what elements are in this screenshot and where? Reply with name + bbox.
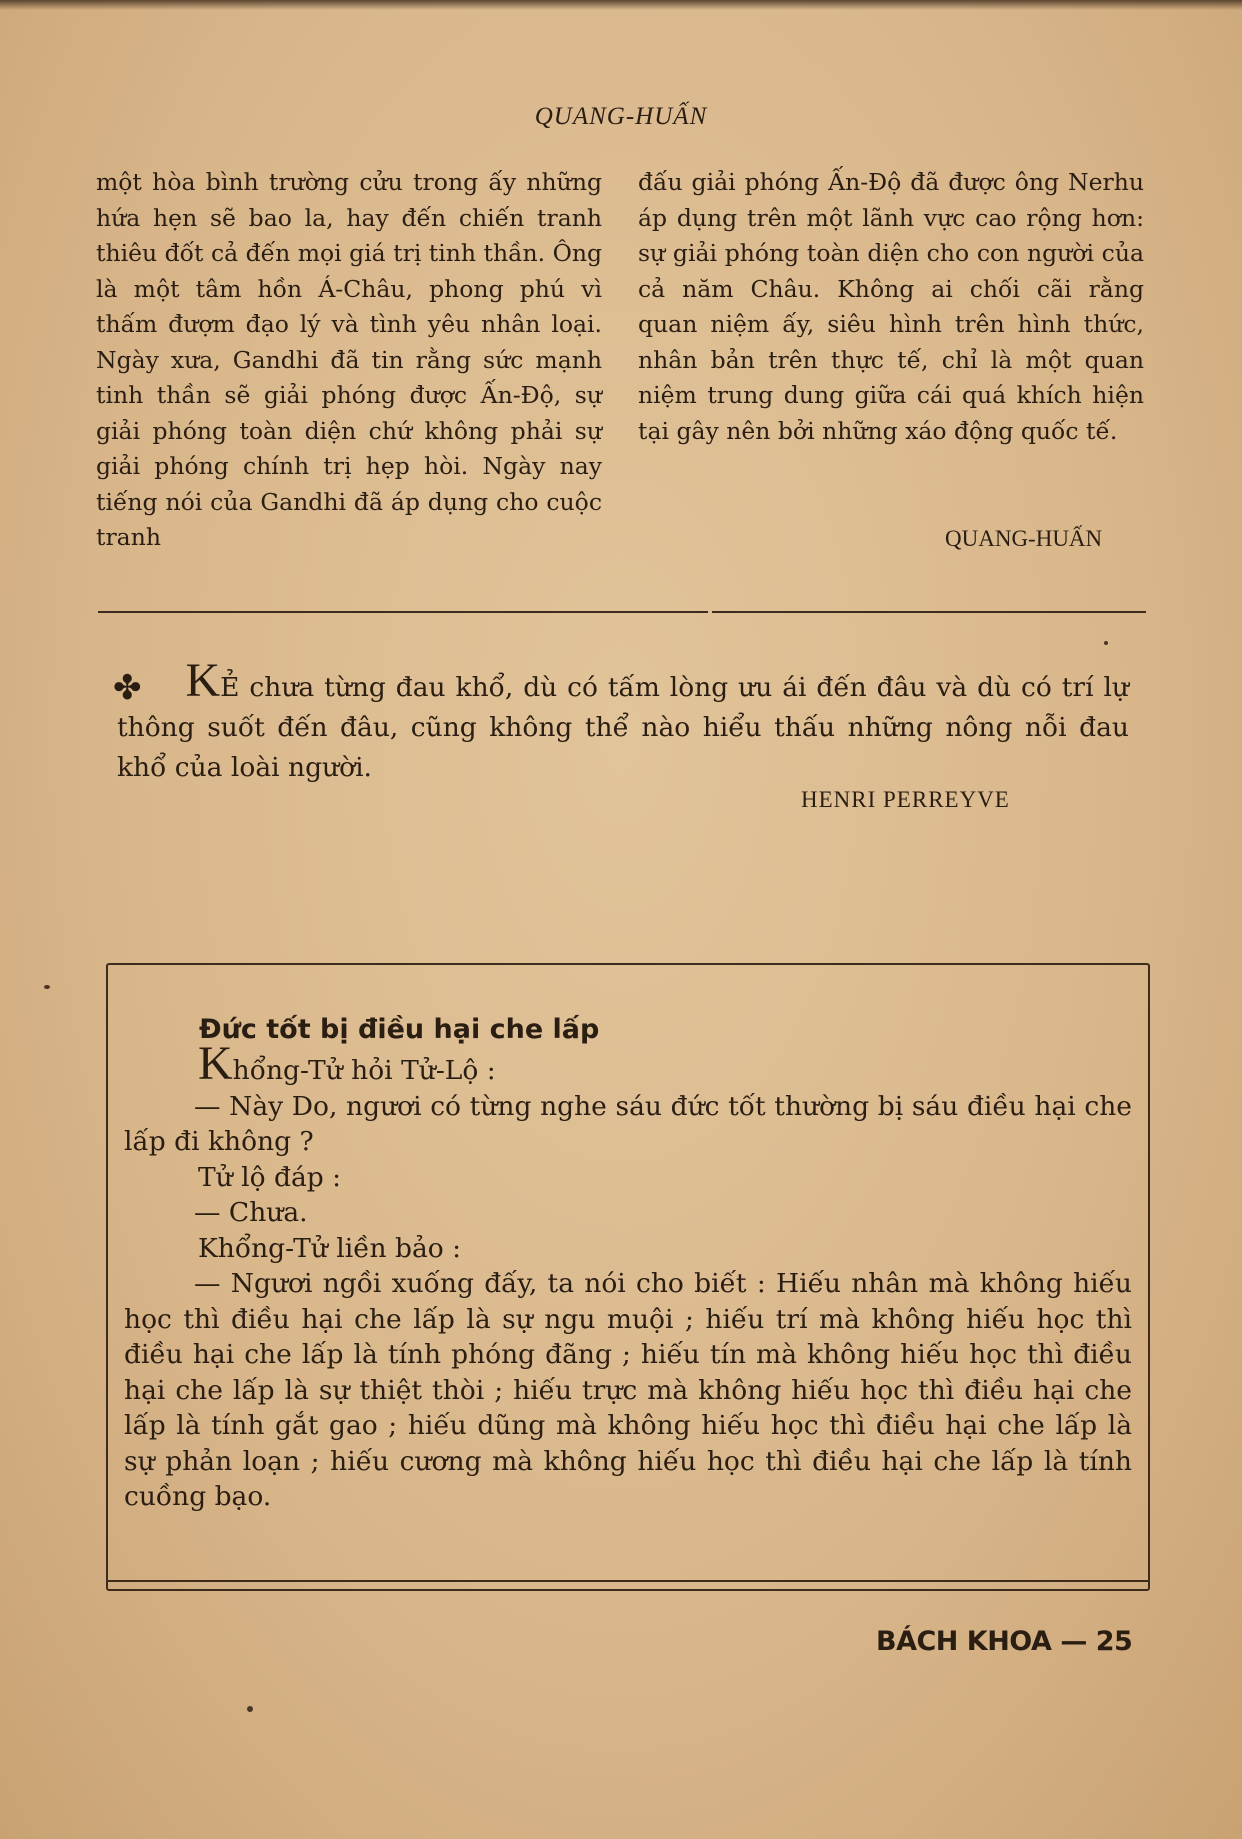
section-divider-right [712, 611, 1146, 613]
page-footer: BÁCH KHOA — 25 [876, 1626, 1133, 1657]
story-line-1: Khổng-Tử hỏi Tử-Lộ : [198, 1037, 496, 1090]
story-dropcap: K [198, 1037, 233, 1090]
story-line-4: — Chưa. [194, 1197, 308, 1228]
story-line-6: — Ngươi ngồi xuống đấy, ta nói cho biết : Hiếu nhân mà không hiếu học thì điều hại che lấp là sự ngu muội ; hiếu trí mà không hiếu học thì điều hại che lấp là tính phóng đãng ; hiếu tín mà không hiếu học thì điều hại che lấp là sự thiệt thòi ; hiếu trực mà không hiếu học thì điều hại che lấp là tính gắt gao ; hiếu dũng mà không hiếu học thì điều hại che lấp là sự phản loạn ; hiếu cương mà không hiếu học thì điều hại che lấp là tính cuồng bạo. [124, 1268, 1132, 1512]
paper-spot [44, 985, 50, 989]
story-body [124, 1037, 1132, 1515]
paper-spot [247, 1706, 253, 1712]
story-line-3: Tử lộ đáp : [198, 1161, 342, 1193]
quote-block [113, 654, 1129, 788]
quote-text: Ẻ chưa từng đau khổ, dù có tấm lòng ưu ái đến đâu và dù có trí lự thông suốt đến đâu, cũng không thể nào hiểu thấu những nông nỗi đau khổ của loài người. [117, 672, 1129, 783]
paper-spot [1104, 641, 1108, 645]
story-title: Đức tốt bị điều hại che lấp [199, 1014, 600, 1045]
story-line-2: — Này Do, ngươi có từng nghe sáu đức tốt thường bị sáu điều hại che lấp đi không ? [124, 1090, 1132, 1157]
page-header: QUANG-HUẤN [534, 103, 708, 130]
article-column-left: một hòa bình trường cửu trong ấy những hứa hẹn sẽ bao la, hay đến chiến tranh thiêu đốt cả đến mọi giá trị tinh thần. Ông là một tâm hồn Á-Châu, phong phú vì thấm đượm đạo lý và tình yêu nhân loại. Ngày xưa, Gandhi đã tin rằng sức mạnh tinh thần sẽ giải phóng được Ấn-Độ, sự giải phóng toàn diện chứ không phải sự giải phóng chính trị hẹp hòi. Ngày nay tiếng nói của Gandhi đã áp dụng cho cuộc tranh [96, 168, 603, 551]
ornament-star-icon: ✤ [113, 668, 142, 708]
quote-author: HENRI PERREYVE [801, 787, 1010, 812]
page-top-edge [0, 0, 1242, 10]
story-line-5: Khổng-Tử liền bảo : [198, 1232, 462, 1264]
article-signature: QUANG-HUẤN [945, 526, 1103, 551]
quote-dropcap: K [185, 654, 221, 707]
article-column-right: đấu giải phóng Ấn-Độ đã được ông Nerhu áp dụng trên một lãnh vực cao rộng hơn: sự giải phóng toàn diện cho con người của cả năm Châu. Không ai chối cãi rằng quan niệm ấy, siêu hình trên hình thức, nhân bản trên thực tế, chỉ là một quan niệm trung dung giữa cái quá khích hiện tại gây nên bởi những xáo động quốc tế. [638, 168, 1144, 445]
section-divider-left [98, 611, 708, 613]
story-box-inner-rule [106, 1580, 1148, 1582]
